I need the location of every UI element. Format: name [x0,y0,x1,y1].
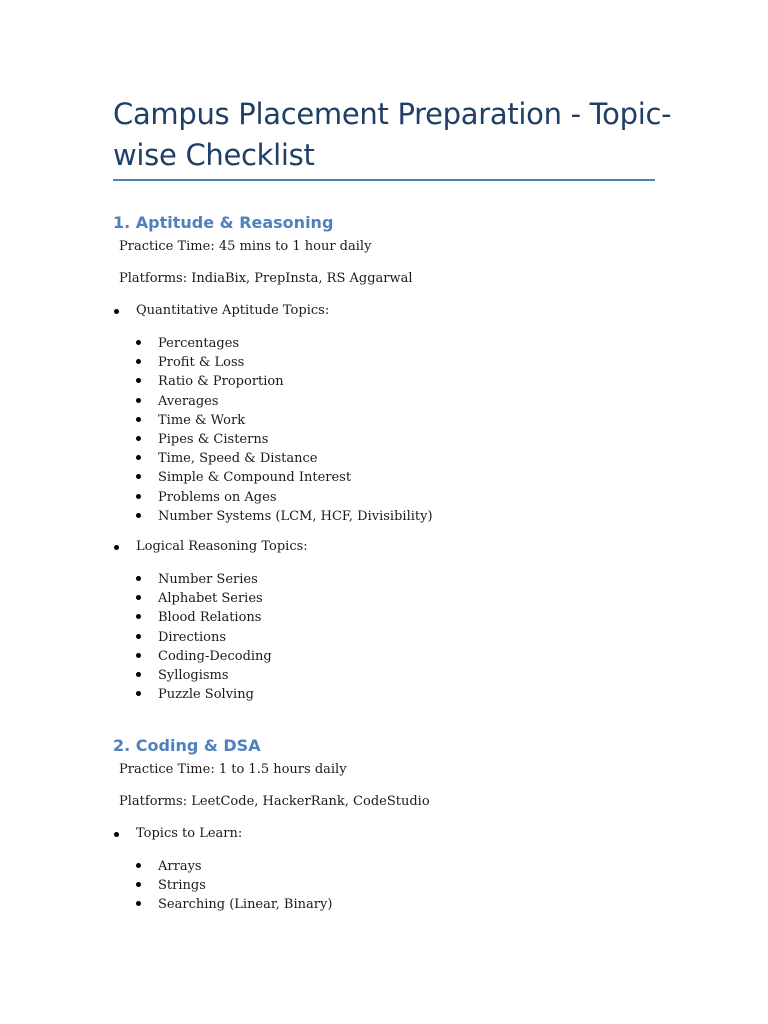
list-item-label: Topics to Learn: [136,826,243,841]
section-heading-coding: 2. Coding & DSA [113,736,261,755]
list-item-label: Simple & Compound Interest [158,470,352,486]
list-item-label: Profit & Loss [158,355,245,371]
list-item-label: Syllogisms [158,667,229,683]
list-item-label: Searching (Linear, Binary) [158,897,333,913]
bullet-icon [136,882,141,887]
title-underline [113,179,655,181]
bullet-icon [136,474,141,479]
document-title: Campus Placement Preparation - Topic-wise Checklist [113,97,672,172]
bullet-icon [136,340,141,345]
bullet-icon [136,398,141,403]
list-item-label: Logical Reasoning Topics: [136,539,308,554]
bullet-icon [136,359,141,364]
list-item-label: Number Series [158,572,258,587]
bullet-icon [136,455,141,460]
section-heading-aptitude: 1. Aptitude & Reasoning [113,213,334,232]
bullet-icon [136,901,141,906]
list-item-label: Ratio & Proportion [158,374,284,390]
bullet-icon [136,576,141,581]
list-item-label: Alphabet Series [158,591,263,607]
bullet-icon [114,832,119,837]
list-item-label: Percentages [158,336,240,351]
bullet-icon [136,691,141,696]
list-item-label: Time & Work [158,412,246,428]
bullet-icon [136,634,141,639]
list-item-label: Pipes & Cisterns [158,431,269,447]
bullet-icon [114,309,119,314]
list-item-label: Quantitative Aptitude Topics: [136,303,330,318]
platforms-coding: Platforms: LeetCode, HackerRank, CodeStudio [119,794,430,809]
list-item-label: Puzzle Solving [158,687,254,703]
bullet-icon [136,378,141,383]
bullet-icon [136,436,141,441]
bullet-icon [136,863,141,868]
list-item-label: Averages [158,393,219,409]
bullet-icon [136,513,141,518]
list-item-label: Coding-Decoding [158,648,272,664]
list-item-label: Number Systems (LCM, HCF, Divisibility) [158,508,433,524]
list-item-label: Strings [158,878,206,894]
bullet-icon [136,614,141,619]
bullet-icon [136,595,141,600]
bullet-icon [136,417,141,422]
list-item-label: Problems on Ages [158,489,277,505]
bullet-icon [114,545,119,550]
list-item-label: Time, Speed & Distance [158,451,318,467]
practice-time-aptitude: Practice Time: 45 mins to 1 hour daily [119,239,372,254]
bullet-icon [136,494,141,499]
list-item-label: Directions [158,629,227,645]
platforms-aptitude: Platforms: IndiaBix, PrepInsta, RS Aggarwal [119,271,413,286]
bullet-icon [136,672,141,677]
list-item-label: Arrays [158,859,202,874]
bullet-icon [136,653,141,658]
practice-time-coding: Practice Time: 1 to 1.5 hours daily [119,762,347,777]
list-item-label: Blood Relations [158,610,262,626]
